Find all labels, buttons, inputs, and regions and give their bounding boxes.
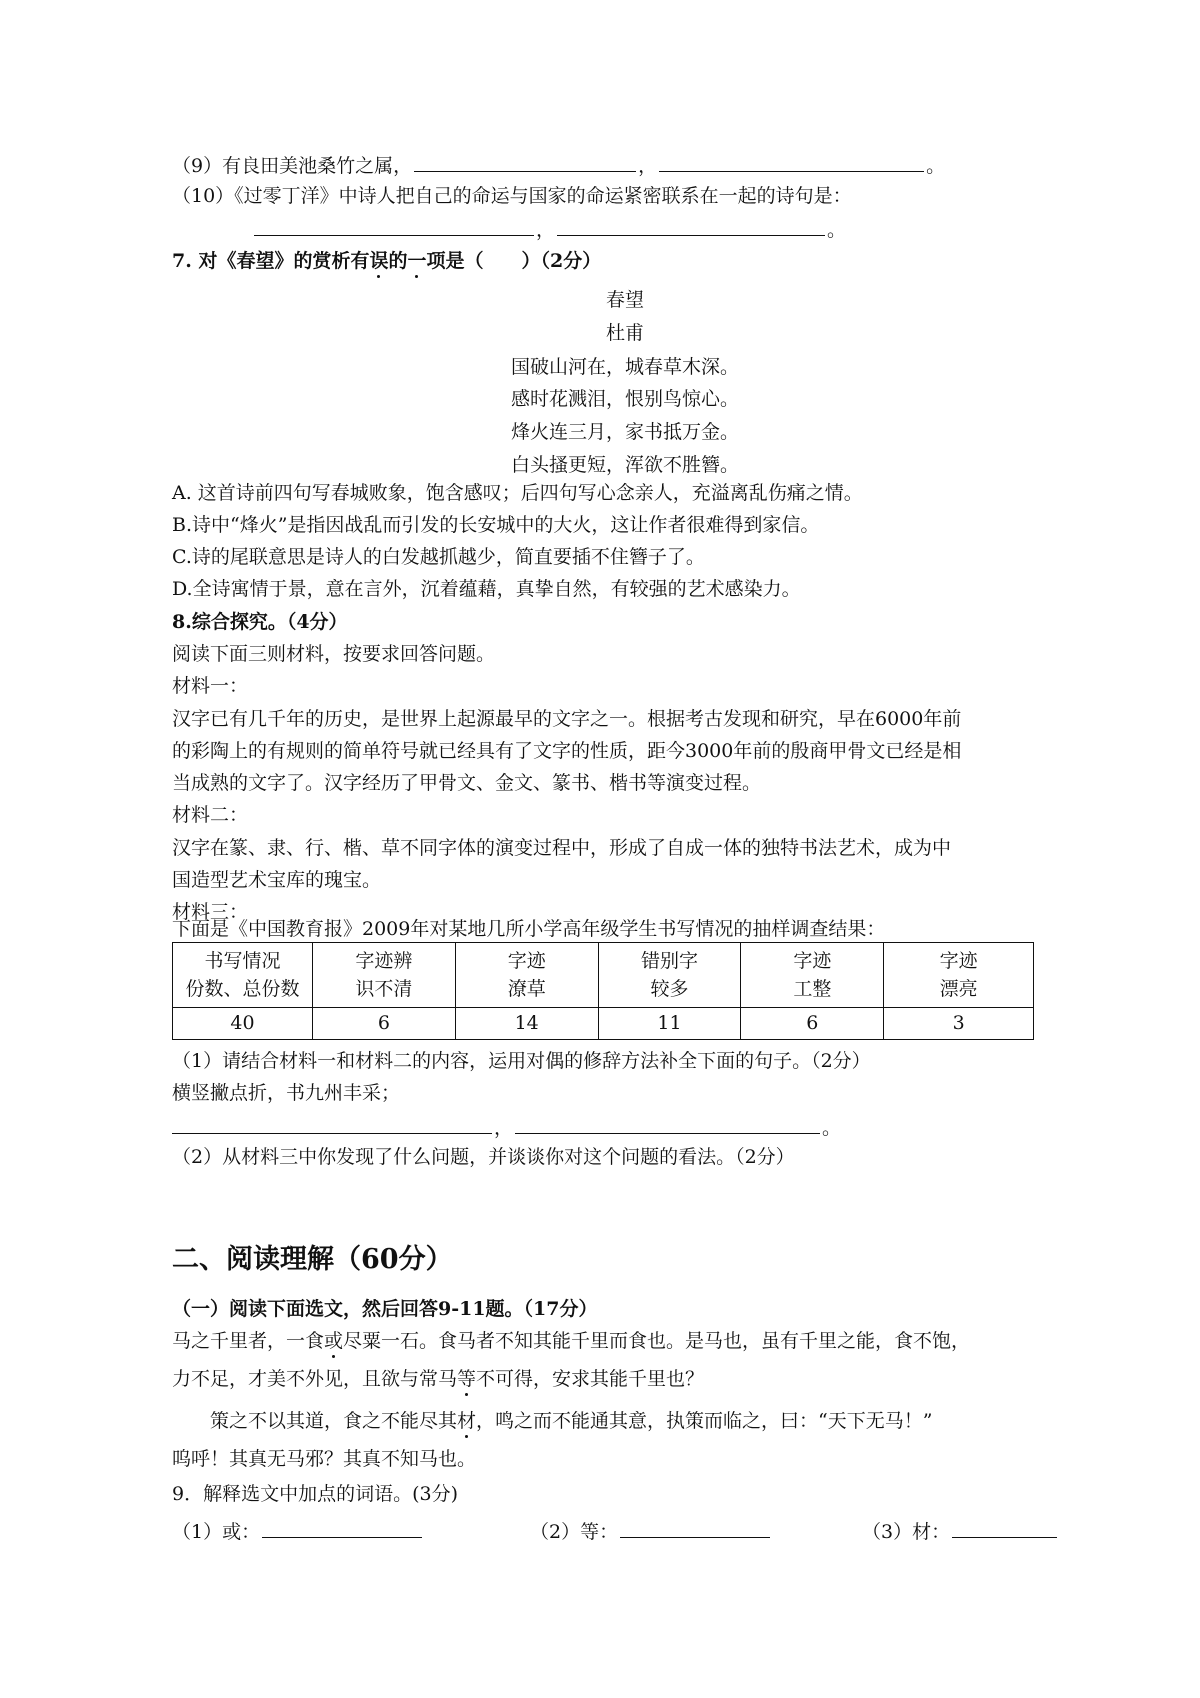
passage-line	[172, 1368, 704, 1391]
table-header-cell	[313, 943, 456, 1008]
item-9-prompt: （9）有良田美池桑竹之属，	[172, 155, 413, 177]
answer-blank[interactable]	[414, 152, 636, 172]
poem-line: 感时花溅泪，恨别鸟惊心。	[510, 388, 739, 410]
table-header-cell	[455, 943, 598, 1008]
material-2-line: 汉字在篆、隶、行、楷、草不同字体的演变过程中，形成了自成一体的独特书法艺术，成为中	[172, 837, 952, 859]
table-header-cell	[741, 943, 884, 1008]
table-cell: 14	[455, 1008, 598, 1040]
punctuation: ，	[494, 1117, 514, 1139]
header-line: 字迹	[793, 949, 832, 972]
q9-item-label: （1）或：	[172, 1521, 261, 1543]
passage-text: 不可得，安求其能千里也？	[476, 1368, 705, 1390]
header-line: 识不清	[355, 978, 413, 1000]
material-2-label: 材料二：	[172, 804, 249, 826]
q8-sub1-given: 横竖撇点折，书九州丰采；	[172, 1082, 401, 1104]
fill-item-10-answers	[252, 216, 846, 242]
q9-item-label: （3）材：	[862, 1521, 951, 1543]
punctuation: 。	[822, 1117, 842, 1139]
poem-line: 烽火连三月，家书抵万金。	[510, 421, 739, 443]
header-line: 潦草	[507, 978, 546, 1000]
q7-text: 项是（ ）（2分）	[426, 250, 602, 272]
q8-sub1: （1）请结合材料一和材料二的内容，运用对偶的修辞方法补全下面的句子。（2分）	[172, 1050, 871, 1072]
q8-sub2: （2）从材料三中你发现了什么问题，并谈谈你对这个问题的看法。（2分）	[172, 1146, 795, 1168]
passage-text: 力不足，才美不外见，且欲与常马	[172, 1368, 458, 1390]
table-cell: 40	[173, 1008, 313, 1040]
table-cell: 6	[741, 1008, 884, 1040]
q7-text: 的	[388, 250, 408, 272]
emphasized-char: 材	[457, 1410, 477, 1432]
answer-blank[interactable]	[172, 1114, 492, 1134]
header-line: 漂亮	[939, 978, 978, 1000]
material-3-intro: 下面是《中国教育报》2009年对某地几所小学高年级学生书写情况的抽样调查结果：	[172, 918, 886, 940]
table-row	[173, 1008, 1034, 1040]
header-line: 错别字	[641, 949, 699, 972]
question-7-title	[172, 250, 601, 273]
q7-text: 7. 对《春望》的赏析有	[172, 250, 370, 272]
table-cell: 6	[313, 1008, 456, 1040]
answer-blank[interactable]	[952, 1518, 1057, 1538]
q9-item-label: （2）等：	[530, 1521, 619, 1543]
option-a[interactable]: A. 这首诗前四句写春城败象，饱含感叹；后四句写心念亲人，充溢离乱伤痛之情。	[172, 482, 863, 504]
answer-blank[interactable]	[262, 1518, 422, 1538]
passage-text: 策之不以其道，食之不能尽其	[210, 1410, 458, 1432]
part-1-title: （一）阅读下面选文，然后回答9-11题。（17分）	[172, 1298, 598, 1320]
emphasized-char: 或	[324, 1330, 344, 1352]
header-line: 较多	[650, 978, 689, 1000]
fill-item-10: （10）《过零丁洋》中诗人把自己的命运与国家的命运紧密联系在一起的诗句是：	[172, 185, 852, 207]
passage-line	[172, 1330, 970, 1353]
punctuation: 。	[827, 219, 847, 241]
table-header-cell	[884, 943, 1034, 1008]
q9-item-2	[530, 1518, 772, 1544]
header-line: 书写情况	[204, 949, 281, 972]
passage-text: ，鸣之而不能通其意，执策而临之，曰：“天下无马！”	[476, 1410, 933, 1432]
header-line: 字迹	[507, 949, 546, 972]
poem-line: 白头搔更短，浑欲不胜簪。	[510, 454, 739, 476]
table-header-cell	[598, 943, 741, 1008]
passage-line: 呜呼！其真无马邪？其真不知马也。	[172, 1448, 477, 1470]
emphasized-char: 一	[407, 250, 427, 272]
answer-blank[interactable]	[620, 1518, 770, 1538]
answer-blank[interactable]	[515, 1114, 820, 1134]
question-9-title: 9．解释选文中加点的词语。(3分)	[172, 1483, 459, 1505]
punctuation: 。	[926, 155, 946, 177]
question-8-title: 8.综合探究。（4分）	[172, 611, 348, 633]
table-header-row	[173, 943, 1034, 1008]
material-1-line: 的彩陶上的有规则的简单符号就已经具有了文字的性质，距今3000年前的殷商甲骨文已经是相	[172, 740, 962, 762]
answer-blank[interactable]	[557, 216, 825, 236]
punctuation: ，	[536, 219, 556, 241]
header-line: 份数、总份数	[185, 978, 300, 1000]
answer-blank[interactable]	[659, 152, 924, 172]
punctuation: ，	[638, 155, 658, 177]
q8-sub1-answers	[172, 1114, 841, 1140]
poem-line: 国破山河在，城春草木深。	[510, 356, 739, 378]
q9-item-1	[172, 1518, 424, 1544]
passage-text: 尽粟一石。食马者不知其能千里而食也。是马也，虽有千里之能，食不饱，	[343, 1330, 971, 1352]
table-header-cell	[173, 943, 313, 1008]
material-2-line: 国造型艺术宝库的瑰宝。	[172, 869, 382, 891]
fill-item-9	[172, 152, 945, 178]
option-b[interactable]: B.诗中“烽火”是指因战乱而引发的长安城中的大火，这让作者很难得到家信。	[172, 514, 820, 536]
option-c[interactable]: C.诗的尾联意思是诗人的白发越抓越少，简直要插不住簪子了。	[172, 546, 705, 568]
q8-instruction: 阅读下面三则材料，按要求回答问题。	[172, 643, 496, 665]
emphasized-char: 误	[369, 250, 389, 272]
answer-blank[interactable]	[254, 216, 534, 236]
material-1-line: 当成熟的文字了。汉字经历了甲骨文、金文、篆书、楷书等演变过程。	[172, 772, 762, 794]
q9-item-3	[862, 1518, 1059, 1544]
section-2-heading: 二、阅读理解（60分）	[172, 1244, 453, 1275]
header-line: 字迹辨	[355, 949, 413, 972]
passage-text: 马之千里者，一食	[172, 1330, 325, 1352]
table-cell: 3	[884, 1008, 1034, 1040]
material-1-label: 材料一：	[172, 675, 249, 697]
option-d[interactable]: D.全诗寓情于景，意在言外，沉着蕴藉，真挚自然，有较强的艺术感染力。	[172, 578, 801, 600]
material-3-label: 材料三：	[172, 901, 249, 923]
poem-title: 春望	[605, 289, 644, 311]
poem-author: 杜甫	[605, 322, 644, 344]
header-line: 字迹	[939, 949, 978, 972]
passage-line	[210, 1410, 932, 1433]
material-1-line: 汉字已有几千年的历史，是世界上起源最早的文字之一。根据考古发现和研究，早在6000年前	[172, 708, 962, 730]
emphasized-char: 等	[457, 1368, 477, 1390]
survey-table	[172, 942, 1034, 1040]
header-line: 工整	[793, 978, 832, 1000]
table-cell: 11	[598, 1008, 741, 1040]
